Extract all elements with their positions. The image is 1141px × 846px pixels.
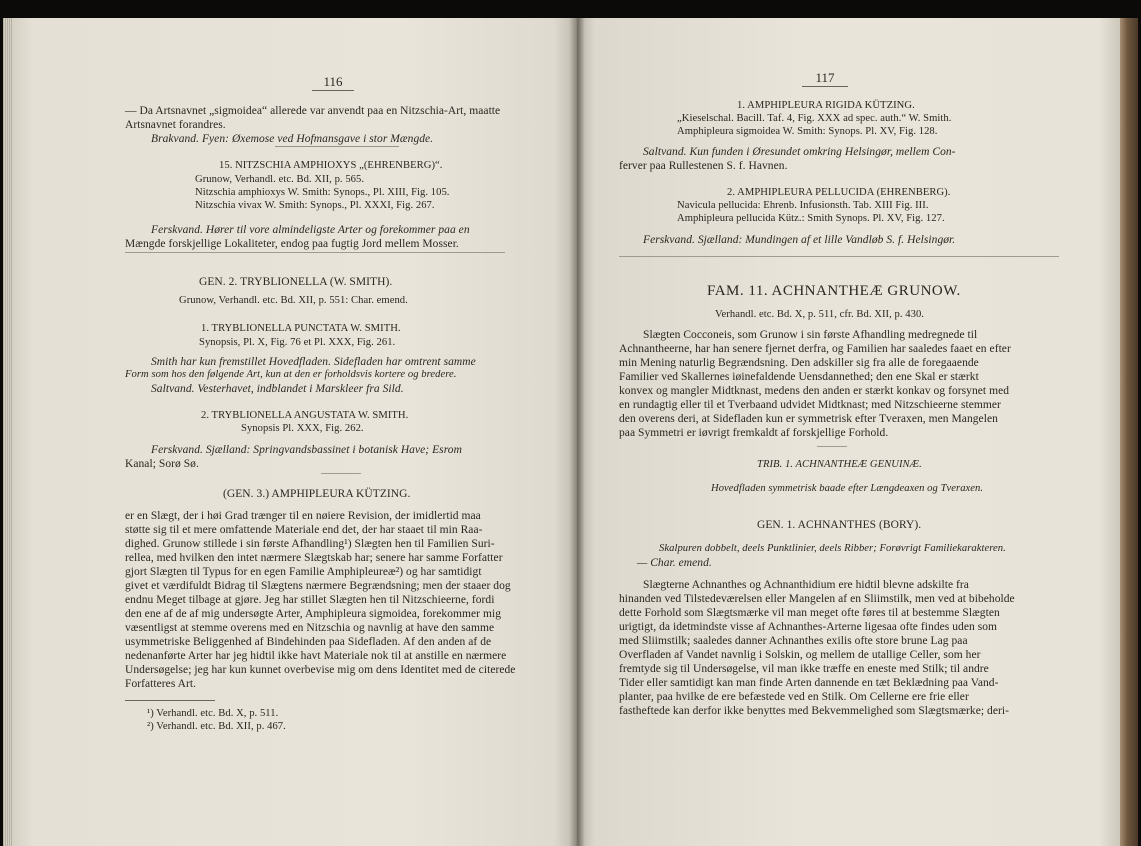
text-line: paa Symmetri er iøvrigt fremkaldt af forskjellige Forhold. xyxy=(619,427,889,439)
text-line: Undersøgelse; jeg har kun kunnet overbevise mig om dens Identitet med de citerede xyxy=(125,664,516,676)
text-line: dette Forhold som Slægtsmærke vil man meget ofte føres til at bestemme Slægten xyxy=(619,607,1000,619)
text-line: fremtyde sig til Undersøgelse, vil man ikke træffe en eneste med Stilk; til andre xyxy=(619,663,989,675)
text-line: 2. AMPHIPLEURA PELLUCIDA (EHRENBERG). xyxy=(727,187,951,198)
text-line: usymmetriske Beliggenhed af Bindehinden paa Sidefladen. Af den anden af de xyxy=(125,636,492,648)
book-spread xyxy=(3,18,1138,846)
text-line: TRIB. 1. ACHNANTHEÆ GENUINÆ. xyxy=(757,459,922,470)
text-line: Synopsis Pl. XXX, Fig. 262. xyxy=(241,423,364,434)
text-line: GEN. 1. ACHNANTHES (BORY). xyxy=(757,519,922,531)
text-line: 1. TRYBLIONELLA PUNCTATA W. SMITH. xyxy=(201,323,401,334)
text-line: Brakvand. Fyen: Øxemose ved Hofmansgave i stor Mængde. xyxy=(151,133,434,145)
text-line: er en Slægt, der i høi Grad trænger til en nøiere Revision, der imidlertid maa xyxy=(125,510,481,522)
left-page xyxy=(3,18,577,846)
text-line: Familier ved Skallernes iøinefaldende Uensdannethed; den ene Skal er stærkt xyxy=(619,371,979,383)
text-line: den ene af de af mig undersøgte Arter, Amphipleura sigmoidea, forekommer mig xyxy=(125,608,502,620)
section-divider xyxy=(125,252,505,253)
text-line: Slægterne Achnanthes og Achnanthidium ere hidtil blevne adskilte fra xyxy=(643,579,969,591)
text-line: Saltvand. Vesterhavet, indblandet i Marskleer fra Sild. xyxy=(151,383,404,395)
text-line: Ferskvand. Sjælland: Mundingen af et lille Vandløb S. f. Helsingør. xyxy=(643,234,956,246)
page-number-left: 116 xyxy=(323,74,343,89)
text-line: Ferskvand. Hører til vore almindeligste Arter og forekommer paa en xyxy=(151,224,470,236)
text-line: væsentligst at stemme overens med en Nitzschia og navnlig at have den samme xyxy=(125,622,495,634)
right-page xyxy=(577,18,1138,846)
text-line: ¹) Verhandl. etc. Bd. X, p. 511. xyxy=(147,708,279,719)
text-line: nedenanførte Arter har jeg hidtil ikke havt Materiale nok til at anstille en nærmere xyxy=(125,650,507,662)
footnote-rule xyxy=(125,700,215,701)
text-line: den overens deri, at Sidefladen kun er symmetrisk efter Tveraxen, men Mangelen xyxy=(619,413,998,425)
text-line: Amphipleura sigmoidea W. Smith: Synops. Pl. XV, Fig. 128. xyxy=(677,126,938,137)
text-line: Overfladen af Vandet navnlig i Solskin, og mellem de utallige Celler, som her xyxy=(619,649,981,661)
text-line: 2. TRYBLIONELLA ANGUSTATA W. SMITH. xyxy=(201,410,409,421)
text-line: støtte sig til et mere omfattende Materiale end det, der har staaet til min Raa- xyxy=(125,524,483,536)
section-divider xyxy=(275,146,399,147)
page-edge-left xyxy=(3,18,13,846)
page-number-right: 117 xyxy=(815,70,835,85)
text-line: Verhandl. etc. Bd. X, p. 511, cfr. Bd. XII, p. 430. xyxy=(715,309,924,320)
text-line: Mængde forskjellige Lokaliteter, endog paa fugtig Jord mellem Mosser. xyxy=(125,238,459,250)
text-line: Artsnavnet forandres. xyxy=(125,119,226,131)
text-line: Tider eller samtidigt kan man finde Arten dannende en tæt Beklædning paa Vand- xyxy=(619,677,999,689)
text-line: min Mening naturlig Begrændsning. Den adskiller sig fra alle de foregaaende xyxy=(619,357,979,369)
text-line: urigtigt, da idetmindste visse af Achnanthes-Arterne ligesaa ofte findes uden som xyxy=(619,621,998,633)
text-line: med Sliimstilk; saaledes danner Achnanthes exilis ofte store brune Lag paa xyxy=(619,635,968,647)
text-line: Skalpuren dobbelt, deels Punktlinier, deels Ribber; Forøvrigt Familiekarakteren. xyxy=(659,543,1006,554)
page-number-rule-left xyxy=(312,90,354,91)
text-line: Saltvand. Kun funden i Øresundet omkring Helsingør, mellem Con- xyxy=(643,146,956,158)
text-line: Smith har kun fremstillet Hovedfladen. Sidefladen har omtrent samme xyxy=(151,356,476,368)
text-line: FAM. 11. ACHNANTHEÆ GRUNOW. xyxy=(707,283,961,299)
text-line: (GEN. 3.) AMPHIPLEURA KÜTZING. xyxy=(223,488,411,500)
text-line: 1. AMPHIPLEURA RIGIDA KÜTZING. xyxy=(737,100,915,111)
text-line: Navicula pellucida: Ehrenb. Infusionsth. Tab. XIII Fig. III. xyxy=(677,200,929,211)
page-edge-right xyxy=(1120,18,1138,846)
text-line: rellea, med hvilken den intet nærmere Slægtskab har; senere har samme Forfatter xyxy=(125,552,503,564)
text-line: endnu Meget tilbage at gjøre. Jeg har stillet Slægten hen til Nitzschieerne, fordi xyxy=(125,594,495,606)
text-line: — Char. emend. xyxy=(637,557,712,569)
text-line: GEN. 2. TRYBLIONELLA (W. SMITH). xyxy=(199,276,393,288)
text-line: Synopsis, Pl. X, Fig. 76 et Pl. XXX, Fig. 261. xyxy=(199,337,396,348)
section-divider xyxy=(619,256,1059,257)
text-line: gjort Slægten til Typus for en egen Familie Amphipleureæ²) og har samtidigt xyxy=(125,566,482,578)
text-line: en rundagtig eller til et Tverbaand udvidet Midtknast; med Nitzschieerne stemmer xyxy=(619,399,1001,411)
text-line: Kanal; Sorø Sø. xyxy=(125,458,199,470)
text-line: — Da Artsnavnet „sigmoidea“ allerede var anvendt paa en Nitzschia-Art, maatte xyxy=(125,105,501,117)
text-line: Hovedfladen symmetrisk baade efter Længdeaxen og Tveraxen. xyxy=(711,483,984,494)
text-line: Nitzschia vivax W. Smith: Synops., Pl. XXXI, Fig. 267. xyxy=(195,200,435,211)
text-line: Slægten Cocconeis, som Grunow i sin første Afhandling medregnede til xyxy=(643,329,978,341)
text-line: Form som hos den følgende Art, kun at den er forholdsvis kortere og bredere. xyxy=(125,369,457,380)
text-line: 15. NITZSCHIA AMPHIOXYS „(EHRENBERG)“. xyxy=(219,160,443,171)
text-line: Grunow, Verhandl. etc. Bd. XII, p. 565. xyxy=(195,174,365,185)
page-number-rule-right xyxy=(802,86,848,87)
text-line: Grunow, Verhandl. etc. Bd. XII, p. 551: Char. emend. xyxy=(179,295,408,306)
text-line: ²) Verhandl. etc. Bd. XII, p. 467. xyxy=(147,721,286,732)
text-line: dighed. Grunow stillede i sin første Afhandling¹) Slægten hen til Familien Suri- xyxy=(125,538,495,550)
section-divider xyxy=(817,446,847,447)
text-line: hinanden ved Tilstedeværelsen eller Mangelen af en Sliimstilk, men ved at bibeholde xyxy=(619,593,1015,605)
text-line: Ferskvand. Sjælland: Springvandsbassinet i botanisk Have; Esrom xyxy=(151,444,462,456)
text-line: fastheftede kan derfor ikke benyttes med Bekvemmelighed som Slægtsmærke; deri- xyxy=(619,705,1010,717)
text-line: ferver paa Rullestenen S. f. Havnen. xyxy=(619,160,788,172)
text-line: Achnantheerne, har han senere fjernet derfra, og Familien har saaledes faaet en efter xyxy=(619,343,1011,355)
text-line: Nitzschia amphioxys W. Smith: Synops., Pl. XIII, Fig. 105. xyxy=(195,187,450,198)
book-gutter xyxy=(569,18,585,846)
text-line: Forfatteres Art. xyxy=(125,678,197,690)
text-line: „Kieselschal. Bacill. Taf. 4, Fig. XXX ad spec. auth.“ W. Smith. xyxy=(677,113,952,124)
text-line: Amphipleura pellucida Kütz.: Smith Synops. Pl. XV, Fig. 127. xyxy=(677,213,945,224)
text-line: givet et værdifuldt Bidrag til Slægtens nærmere Begrændsning; men der staaer dog xyxy=(125,580,511,592)
section-divider xyxy=(321,473,361,474)
text-line: planter, paa hvilke de ere befæstede ved en Stilk. Om Cellerne ere frie eller xyxy=(619,691,969,703)
text-line: konvex og mangler Midtknast, medens den anden er stærkt konkav og forsynet med xyxy=(619,385,1010,397)
